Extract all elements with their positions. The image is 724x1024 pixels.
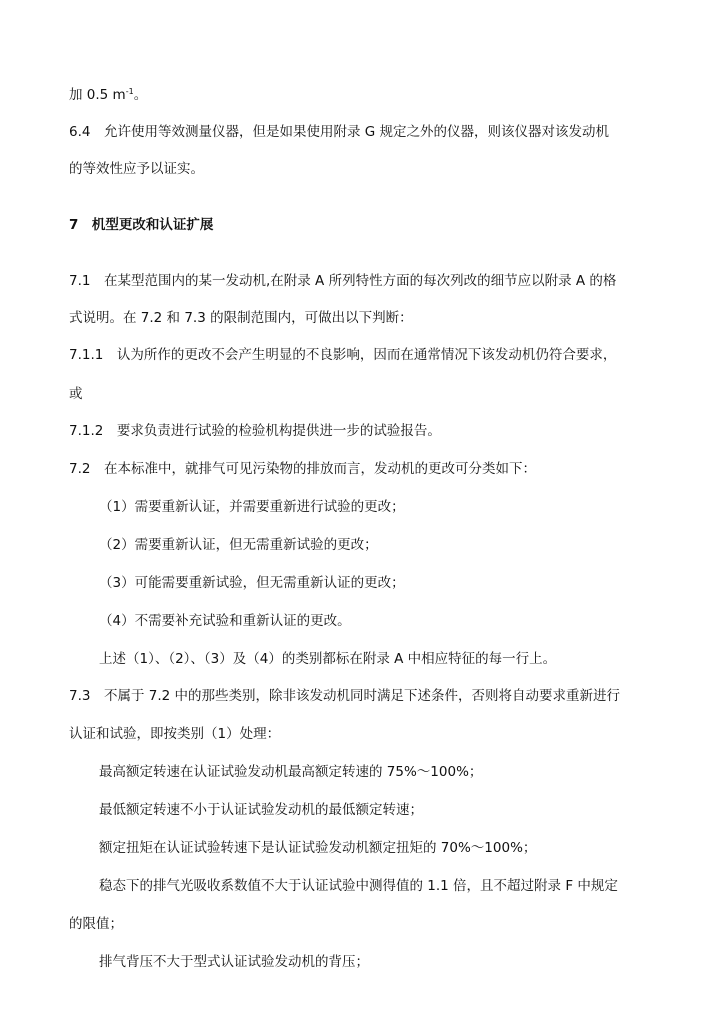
condition-min-speed: 最低额定转速不小于认证试验发动机的最低额定转速； <box>99 802 423 818</box>
section-heading-7: 7 机型更改和认证扩展 <box>69 217 214 233</box>
superscript-exponent: -1 <box>125 87 134 96</box>
clause-7-2: 7.2 在本标准中，就排气可见污染物的排放而言，发动机的更改可分类如下： <box>69 461 536 477</box>
clause-7-3-line1: 7.3 不属于 7.2 中的那些类别，除非该发动机同时满足下述条件，否则将自动要求重新进行 <box>69 688 621 704</box>
condition-back-pressure: 排气背压不大于型式认证试验发动机的背压； <box>99 954 369 970</box>
text-line-unit: 加 0.5 $m^{-1}$。 <box>69 87 148 103</box>
clause-6-4-line1: 6.4 允许使用等效测量仪器，但是如果使用附录 G 规定之外的仪器，则该仪器对该发动机 <box>69 124 610 140</box>
clause-7-1-1-line1: 7.1.1 认为所作的更改不会产生明显的不良影响，因而在通常情况下该发动机仍符合要求， <box>69 347 617 363</box>
clause-6-4-line2: 的等效性应予以证实。 <box>69 161 204 177</box>
list-item-category-3: （3）可能需要重新试验，但无需重新认证的更改； <box>99 575 405 591</box>
clause-7-1-1-line2: 或 <box>69 386 83 402</box>
condition-absorption-line2: 的限值； <box>69 916 123 932</box>
list-item-category-2: （2）需要重新认证，但无需重新试验的更改； <box>99 537 378 553</box>
clause-7-3-line2: 认证和试验，即按类别（1）处理： <box>69 726 281 742</box>
clause-7-1-2: 7.1.2 要求负责进行试验的检验机构提供进一步的试验报告。 <box>69 423 441 439</box>
categories-note: 上述（1）、（2）、（3）及（4）的类别都标在附录 A 中相应特征的每一行上。 <box>99 651 557 667</box>
condition-absorption-line1: 稳态下的排气光吸收系数值不大于认证试验中测得值的 1.1 倍，且不超过附录 F 中规定 <box>99 878 618 894</box>
clause-7-1-line2: 式说明。在 7.2 和 7.3 的限制范围内，可做出以下判断： <box>69 310 413 326</box>
condition-rated-torque: 额定扭矩在认证试验转速下是认证试验发动机额定扭矩的 70%～100%； <box>99 840 537 856</box>
clause-7-1-line1: 7.1 在某型范围内的某一发动机,在附录 A 所列特性方面的每次列改的细节应以附录 A 的格 <box>69 273 617 289</box>
condition-max-speed: 最高额定转速在认证试验发动机最高额定转速的 75%～100%； <box>99 764 483 780</box>
list-item-category-1: （1）需要重新认证，并需要重新进行试验的更改； <box>99 499 405 515</box>
list-item-category-4: （4）不需要补充试验和重新认证的更改。 <box>99 613 351 629</box>
